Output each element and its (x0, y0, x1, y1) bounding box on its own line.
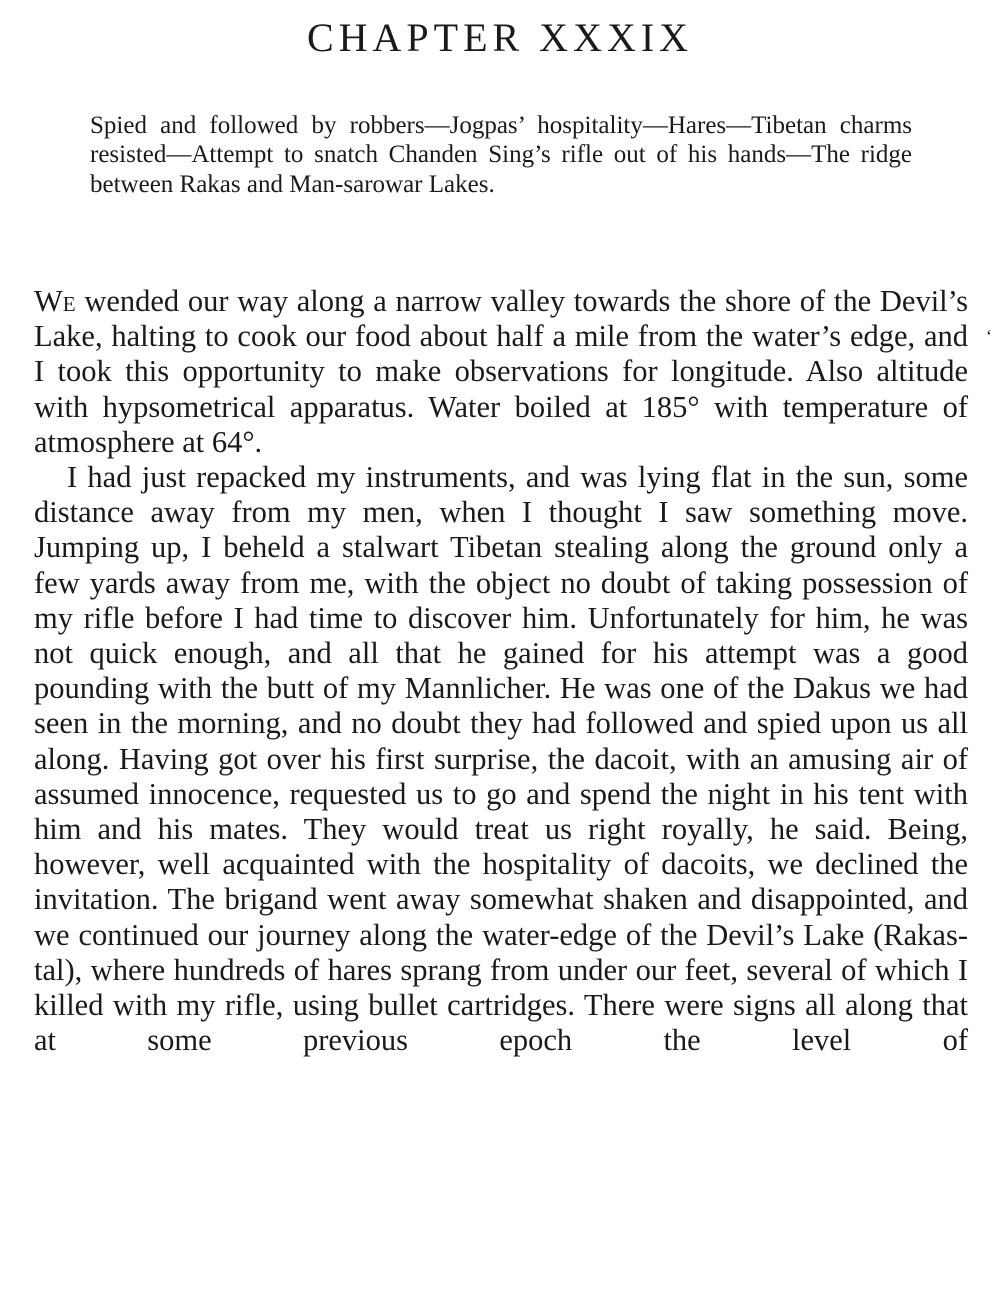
chapter-synopsis: Spied and followed by robbers—Jogpas’ hospitality—Hares—Tibetan charms resisted—Attempt to snatch Chanden Sing’s rifle out of his hands—The ridge between Rakas and Man-sarowar Lakes. (90, 112, 912, 198)
chapter-title: CHAPTER XXXIX (306, 15, 694, 60)
paragraph-initial-word: We (34, 284, 76, 318)
paragraph-2: I had just repacked my instruments, and was lying flat in the sun, some distance away from my men, when I thought I saw something move. Jumping up, I beheld a stalwart Tibetan stealing along the ground only a few yards away from me, with the object no doubt of taking possession of my rifle before I had time to discover him. Unfortunately for him, he was not quick enough, and all that he gained for his attempt was a good pounding with the butt of my Mannlicher. He was one of the Dakus we had seen in the morning, and no doubt they had followed and spied upon us all along. Having got over his first surprise, the dacoit, with an amusing air of assumed innocence, requested us to go and spend the night in his tent with him and his mates. They would treat us right royally, he said. Being, however, well acquainted with the hospitality of dacoits, we declined the invitation. The brigand went away somewhat shaken and disappointed, and we continued our journey along the water-edge of the Devil’s Lake (Rakas-tal), where hundreds of hares sprang from under our feet, several of which I killed with my rifle, using bullet cartridges. There were signs all along that at some previous epoch the level of (34, 460, 968, 1058)
chapter-body (34, 284, 968, 1058)
margin-mark: ‘ (986, 326, 992, 346)
paragraph-1 (34, 284, 968, 460)
paragraph-1-text: wended our way along a narrow valley towards the shore of the Devil’s Lake, halting to cook our food about half a mile from the water’s edge, and I took this opportunity to make observations for longitude. Also altitude with hypsometrical apparatus. Water boiled at 185° with temperature of atmosphere at 64°. (34, 284, 968, 459)
